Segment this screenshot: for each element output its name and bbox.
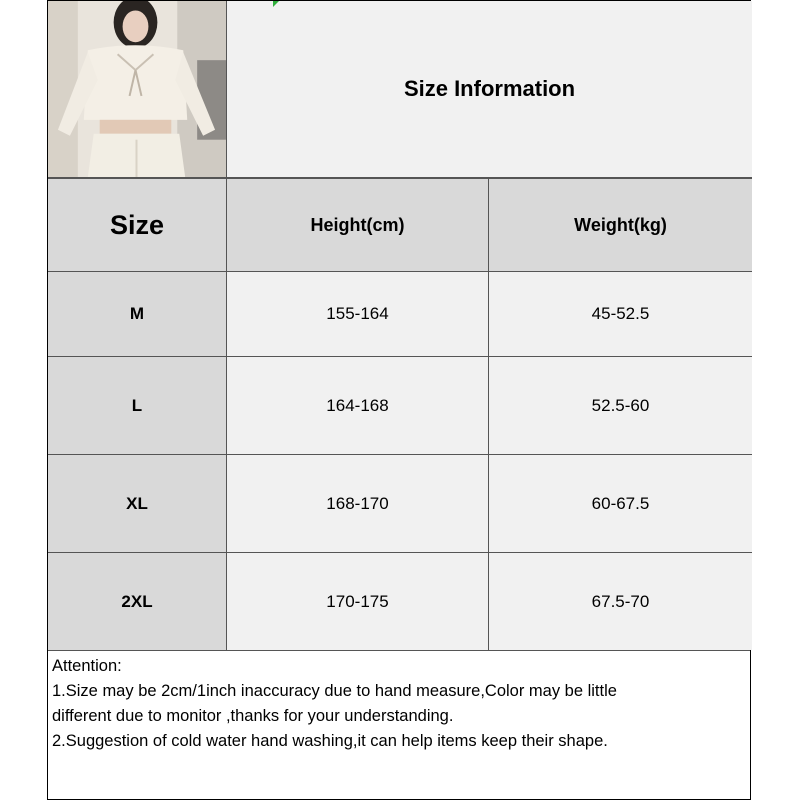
attention-line-2: different due to monitor ,thanks for your understanding. xyxy=(52,707,454,725)
row-weight-2xl: 67.5-70 xyxy=(489,553,752,650)
row-size-l: L xyxy=(48,357,227,455)
row-height-2xl: 170-175 xyxy=(227,553,489,650)
chart-title: Size Information xyxy=(227,1,752,179)
corner-triangle-icon xyxy=(273,1,279,7)
row-height-l: 164-168 xyxy=(227,357,489,455)
row-weight-xl: 60-67.5 xyxy=(489,455,752,553)
row-size-m: M xyxy=(48,272,227,357)
attention-line-3: 2.Suggestion of cold water hand washing,it can help items keep their shape. xyxy=(52,732,608,750)
size-chart xyxy=(47,0,751,800)
row-weight-l: 52.5-60 xyxy=(489,357,752,455)
row-height-xl: 168-170 xyxy=(227,455,489,553)
header-height: Height(cm) xyxy=(227,179,489,272)
attention-notes xyxy=(48,650,750,799)
row-weight-m: 45-52.5 xyxy=(489,272,752,357)
row-height-m: 155-164 xyxy=(227,272,489,357)
header-weight: Weight(kg) xyxy=(489,179,752,272)
row-size-2xl: 2XL xyxy=(48,553,227,650)
attention-line-1: 1.Size may be 2cm/1inch inaccuracy due to hand measure,Color may be little xyxy=(52,682,617,700)
row-size-xl: XL xyxy=(48,455,227,553)
product-photo xyxy=(48,1,227,179)
model-image xyxy=(48,1,226,178)
header-size: Size xyxy=(48,179,227,272)
attention-heading: Attention: xyxy=(52,657,122,675)
